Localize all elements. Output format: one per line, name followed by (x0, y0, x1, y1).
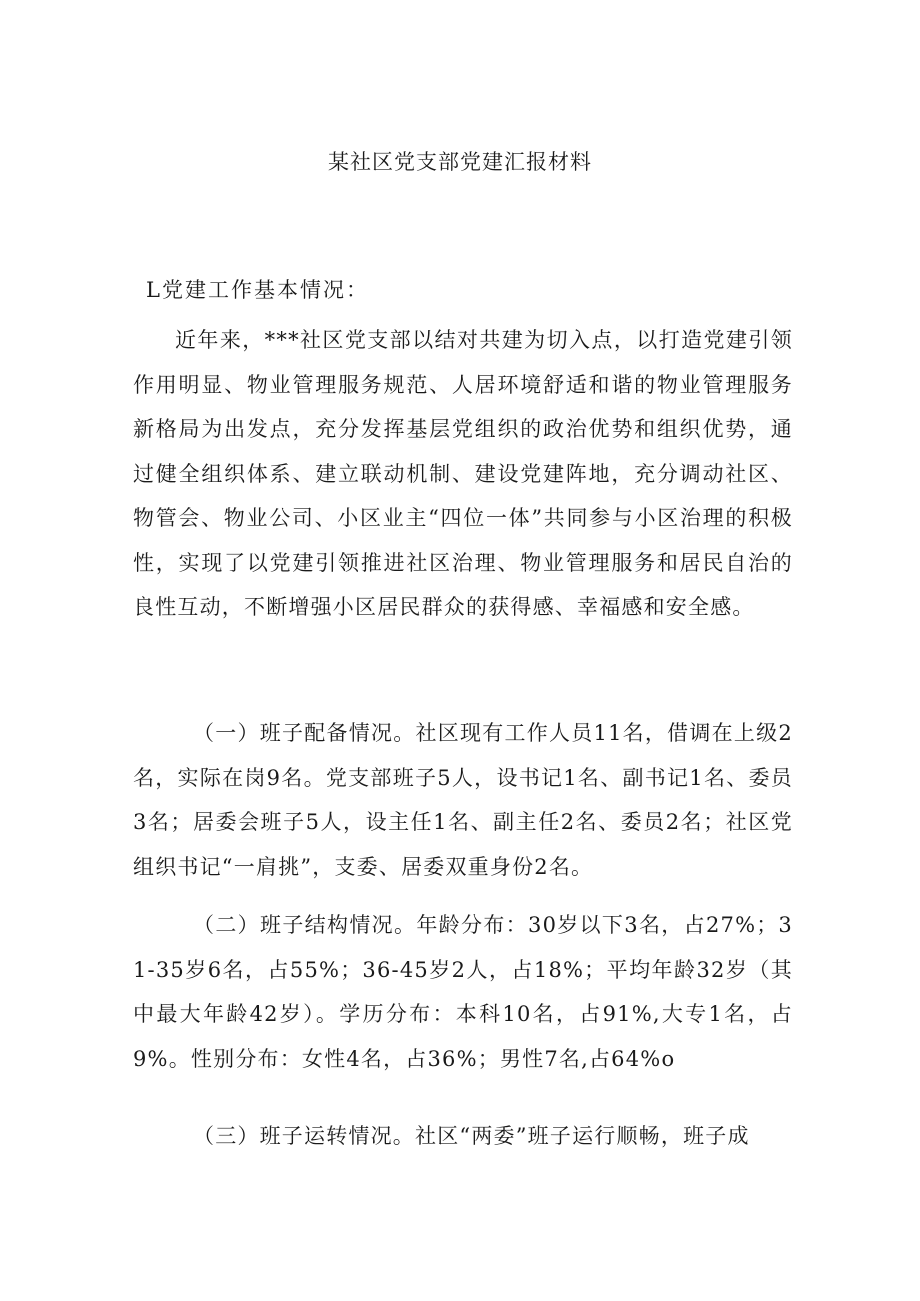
document-title: 某社区党支部党建汇报材料 (328, 150, 592, 174)
paragraph-team-staffing: （一）班子配备情况。社区现有工作人员11名，借调在上级2名，实际在岗9名。党支部班子5人，设书记1名、副书记1名、委员3名；居委会班子5人，设主任1名、副主任2名、委员2名；社区党组织书记“一肩挑”，支委、居委双重身份2名。 (133, 721, 793, 879)
paragraph-team-structure: （二）班子结构情况。年龄分布：30岁以下3名，占27%；31-35岁6名，占55%；36-45岁2人，占18%；平均年龄32岁（其中最大年龄42岁）。学历分布：本科10名，占91%,大专1名，占9%。性别分布：女性4名，占36%；男性7名,占64%o (133, 913, 793, 1071)
section-heading: L党建工作基本情况： (146, 278, 369, 302)
paragraph-overview: 近年来，***社区党支部以结对共建为切入点，以打造党建引领作用明显、物业管理服务规范、人居环境舒适和谐的物业管理服务新格局为出发点，充分发挥基层党组织的政治优势和组织优势，通过健全组织体系、建立联动机制、建设党建阵地，充分调动社区、物管会、物业公司、小区业主“四位一体”共同参与小区治理的积极性，实现了以党建引领推进社区治理、物业管理服务和居民自治的良性互动，不断增强小区居民群众的获得感、幸福感和安全感。 (133, 328, 793, 619)
paragraph-team-operation: （三）班子运转情况。社区“两委”班子运行顺畅，班子成 (193, 1124, 750, 1148)
